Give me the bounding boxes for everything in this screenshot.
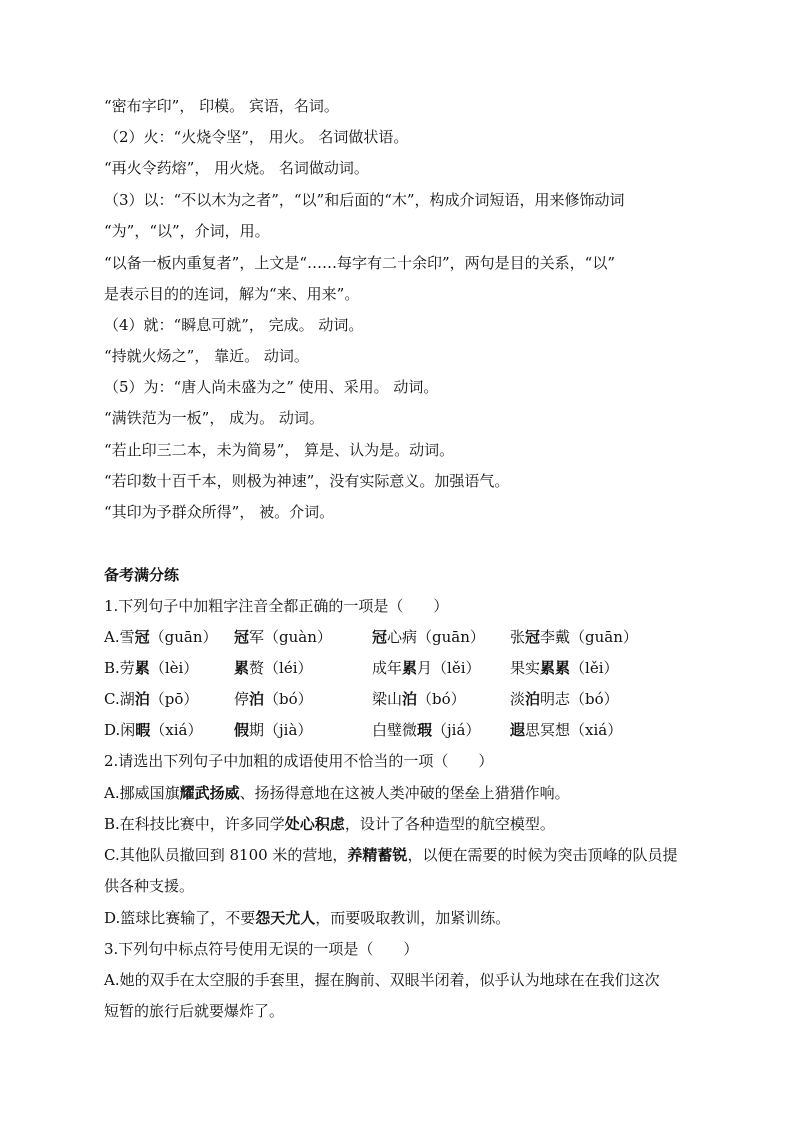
q1-option-row-b: [104, 658, 704, 678]
note-line: “满铁范为一板”， 成为。 动词。: [104, 409, 324, 427]
note-line: （3）以：“不以木为之者”，“以”和后面的“木”，构成介词短语，用来修饰动词: [104, 191, 625, 209]
q1-option-a3: 冠心病（guān）: [372, 628, 485, 646]
note-line: 是表示目的的连词，解为“来、用来”。: [104, 285, 360, 303]
q1-option-d2: 假期（jià）: [234, 721, 313, 739]
note-line: （2）火：“火烧令坚”， 用火。 名词做状语。: [104, 128, 409, 146]
q1-option-d3: 白璧微瑕（jiá）: [372, 721, 481, 739]
q2-option-c-cont: 供各种支援。: [104, 877, 195, 895]
q1-option-row-c: [104, 689, 704, 709]
q2-option-a: A.挪威国旗耀武扬威、扬扬得意地在这被人类冲破的堡垒上猎猎作响。: [104, 784, 570, 802]
note-line: “其印为予群众所得”， 被。介词。: [104, 503, 335, 521]
q2-option-d: D.篮球比赛输了，不要怨天尤人，而要吸取教训，加紧训练。: [104, 909, 511, 927]
question-2-stem: 2.请选出下列句子中加粗的成语使用不恰当的一项（ ）: [104, 752, 494, 770]
q1-option-a2: 冠军（guàn）: [234, 628, 332, 646]
q3-option-a-cont: 短暂的旅行后就要爆炸了。: [104, 1002, 285, 1020]
q1-option-c4: 淡泊明志（bó）: [510, 690, 619, 708]
question-1-stem: 1.下列句子中加粗字注音全都正确的一项是（ ）: [104, 597, 449, 615]
q1-option-b2: 累赘（léi）: [234, 659, 313, 677]
note-line: “若止印三二本，未为简易”， 算是、认为是。动词。: [104, 441, 455, 459]
note-line: “以备一板内重复者”，上文是“……每字有二十余印”，两句是目的关系，“以”: [104, 254, 616, 272]
note-line: “为”，“以”，介词，用。: [104, 222, 270, 240]
note-line: “再火令药熔”， 用火烧。 名词做动词。: [104, 159, 369, 177]
q1-option-a1: A.雪冠（guān）: [104, 628, 218, 646]
q1-option-c3: 梁山泊（bó）: [372, 690, 466, 708]
note-line: （5）为：“唐人尚未盛为之” 使用、采用。 动词。: [104, 378, 439, 396]
section-title: 备考满分练: [104, 566, 180, 584]
note-line: （4）就：“瞬息可就”， 完成。 动词。: [104, 316, 364, 334]
note-line: “若印数十百千本，则极为神速”，没有实际意义。加强语气。: [104, 472, 510, 490]
q1-option-c1: C.湖泊（pō）: [104, 690, 199, 708]
q1-option-d1: D.闲暇（xiá）: [104, 721, 203, 739]
q3-option-a: A.她的双手在太空服的手套里，握在胸前、双眼半闭着，似乎认为地球在在我们这次: [104, 971, 660, 989]
q1-option-b1: B.劳累（lèi）: [104, 659, 199, 677]
note-line: “密布字印”， 印模。 宾语，名词。: [104, 97, 339, 115]
q1-option-row-d: [104, 720, 704, 740]
q2-option-b: B.在科技比赛中，许多同学处心积虑，设计了各种造型的航空模型。: [104, 815, 555, 833]
q1-option-b4: 果实累累（lěi）: [510, 659, 619, 677]
q2-option-c: C.其他队员撤回到 8100 米的营地，养精蓄锐，以便在需要的时候为突击顶峰的队员提: [104, 846, 678, 864]
q1-option-row-a: [104, 627, 704, 647]
question-3-stem: 3.下列句中标点符号使用无误的一项是（ ）: [104, 940, 419, 958]
q1-option-d4: 遐思冥想（xiá）: [510, 721, 623, 739]
note-line: “持就火炀之”， 靠近。 动词。: [104, 347, 309, 365]
q1-option-b3: 成年累月（lěi）: [372, 659, 481, 677]
q1-option-c2: 停泊（bó）: [234, 690, 313, 708]
q1-option-a4: 张冠李戴（guān）: [510, 628, 638, 646]
